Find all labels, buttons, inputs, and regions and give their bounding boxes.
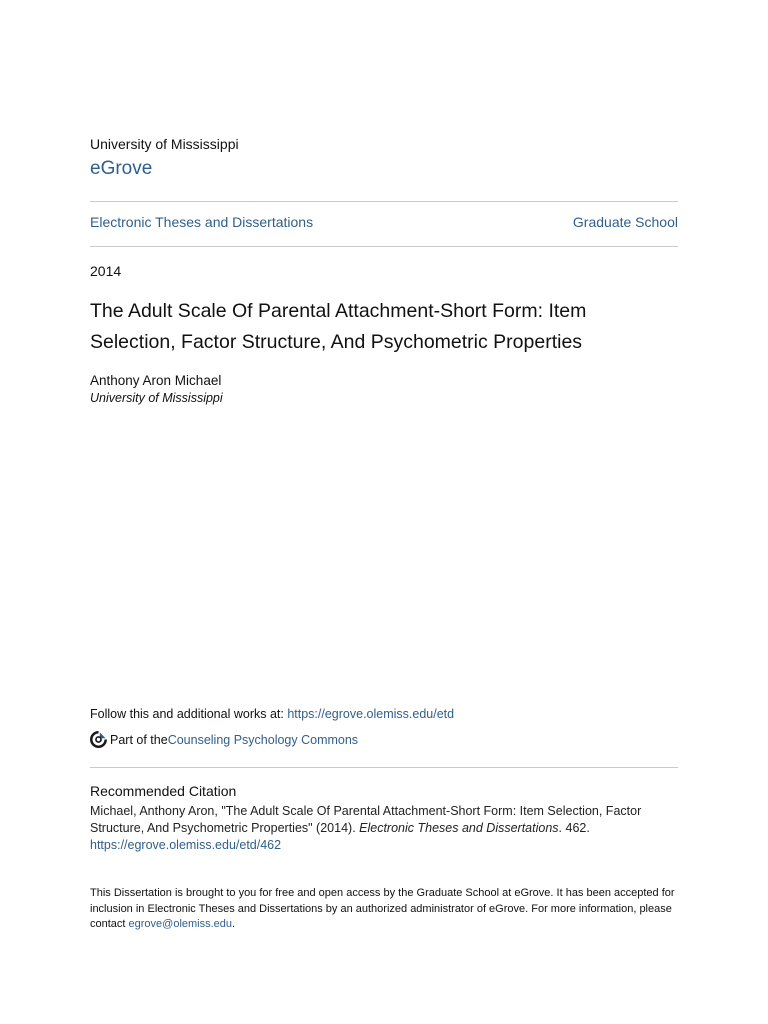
document-title xyxy=(90,296,690,358)
citation-text: Michael, Anthony Aron, "The Adult Scale Of Parental Attachment-Short Form: Item Selection, Factor Structure, And Psychometric Properties" (2014). xyxy=(90,804,642,835)
citation-divider xyxy=(90,767,678,768)
footer-note xyxy=(90,886,680,933)
title-line-2: Selection, Factor Structure, And Psychometric Properties xyxy=(90,331,583,353)
part-of-line xyxy=(90,731,358,748)
footer-end: . xyxy=(232,918,236,930)
top-divider xyxy=(90,201,678,202)
citation-block xyxy=(90,803,680,854)
graduate-school-link[interactable]: Graduate School xyxy=(572,214,678,230)
follow-line xyxy=(90,707,454,721)
bepress-commons-icon xyxy=(90,731,107,748)
contact-email-link[interactable]: egrove@olemiss.edu xyxy=(128,918,233,930)
citation-heading: Recommended Citation xyxy=(90,783,237,799)
author-name: Anthony Aron Michael xyxy=(90,373,222,388)
nav-divider xyxy=(90,246,678,247)
repository-link[interactable]: eGrove xyxy=(90,158,153,179)
publication-year: 2014 xyxy=(90,263,122,279)
citation-venue: Electronic Theses and Dissertations xyxy=(359,821,559,835)
collection-link[interactable]: Electronic Theses and Dissertations xyxy=(90,214,314,230)
institution-name: University of Mississippi xyxy=(90,136,239,152)
commons-link[interactable]: Counseling Psychology Commons xyxy=(167,732,359,747)
footer-text: This Dissertation is brought to you for free and open access by the Graduate School at eGrove. It has been accepted for inclusion in Electronic Theses and Dissertations by an authorized administrator of eGrove. For more information, please contact xyxy=(90,887,675,930)
citation-number: . 462. xyxy=(558,821,590,835)
follow-prefix: Follow this and additional works at: xyxy=(90,707,288,721)
part-of-prefix: Part of the xyxy=(110,732,168,747)
citation-url-link[interactable]: https://egrove.olemiss.edu/etd/462 xyxy=(90,838,282,852)
author-affiliation: University of Mississippi xyxy=(90,391,223,405)
follow-url-link[interactable]: https://egrove.olemiss.edu/etd xyxy=(287,707,455,721)
title-line-1: The Adult Scale Of Parental Attachment-Short Form: Item xyxy=(90,300,587,322)
